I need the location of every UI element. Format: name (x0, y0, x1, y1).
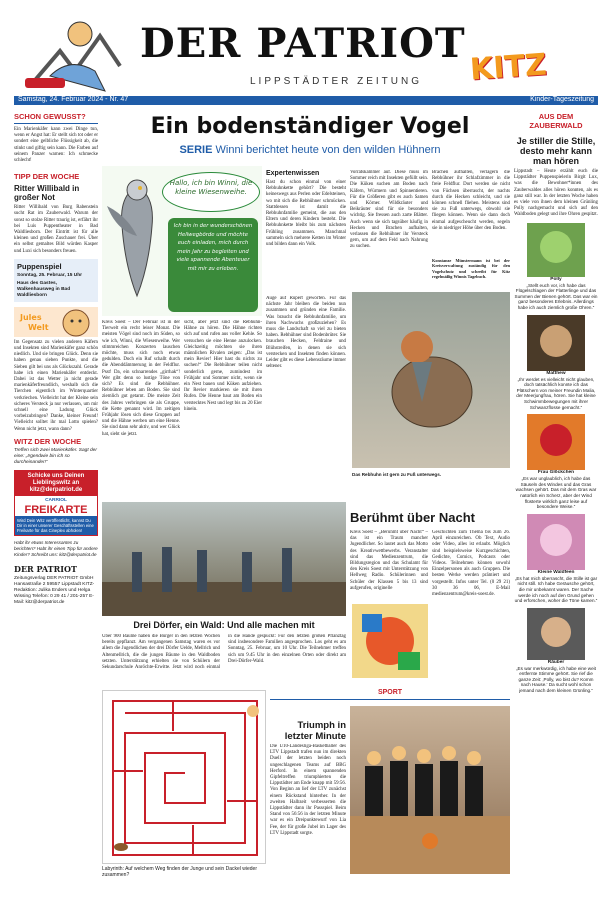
tip-heading: TIPP DER WOCHE (14, 172, 80, 182)
body-col3: Auge auf Rupert geworfen. Für das nächste Jahr bleiben die beiden nun zusammen und gründen eine Familie. Was braucht die Rebhuhnfamilie, um ihren Nachwuchs großzuziehen? Es muss die Landschaft so viel zu bieten haben. Rebhühner sind Bodenbrüter. Sie brauchen Hecken, Feldraine und Blühstreifen, in denen sie sich verstecken und Insekten finden können. Leider gibt es diese Lebensräume immer seltener. (266, 296, 346, 370)
bell-puppet-icon (527, 414, 585, 470)
did-you-know-heading: SCHON GEWUSST? (14, 112, 86, 121)
puppet-place: Haus des Gastes, Walkenhausweg in Bad Waldliesborn (17, 280, 71, 298)
joke-text: Treffen sich zwei Marienkäfer. Sagt der eine: „Irgendwie bin ich so durcheinander!“ (14, 447, 97, 465)
masthead-title: DER PATRIOT (140, 20, 466, 67)
expert-text: Hast du schon einmal von einer Rebhuhnkette gehört? Die besteht keineswegs aus Perlen oder Edelsteinen, wo mit sich die Rebhühner schmücken. Stattdessen ist damit die Rebhuhnfamilie gemeint, die aus den Eltern und deren Kindern besteht. Die Rebhuhnkette bleibt bis zum nächsten Frühling zusammen. Manchmal sammeln sich mehrere Ketten im Winter und bilden dann ein Volk. (266, 180, 346, 248)
winni-illustration (102, 166, 262, 316)
author-note: Konstanze Münstermann ist bei der Kreisverwaltung zuständig für den Vogelschutz und schreibt für Kitz regelmäßig Winnis Tagebuch. (432, 258, 510, 280)
joke-heading: WITZ DER WOCHE (14, 436, 82, 446)
forest-text: Über 900 Bäume haben die Bürger in den letzten Wochen bereits gepflanzt. Am vergangenen Samstag waren es vor allem die Jugendlichen der drei Dörfer Uelde, Mellrich und Altenmellrich, die die jungen Bäume in den Waldboden setzten. Unterstützung erhielten sie von Schülern der Sekundarschule Anröchte-Erwitte. Jetzt wird noch einmal in die Hände gespuckt: Für den letzten großen Pflanztag sind insbesondere Familien angesprochen. Los geht es am Sonntag, 25. Februar, um 10 Uhr. Die Teilnehmer treffen sich um 9.45 Uhr in den einzelnen Orten oder direkt am Drei-Dörfer-Wald. (102, 634, 346, 671)
masthead (0, 0, 612, 108)
maze-caption: Labyrinth: Auf welchem Weg finden der Junge und sein Dackel wieder zusammen? (102, 866, 257, 878)
matthew-photo (527, 315, 585, 371)
rauber-quote: „Es war merkwürdig, ich habe eine weit entfernte Stimme gehört. Sie rief die ganze Zeit: ‚Polly, wo bist du? Komm nach Hause.‘ Da sucht wohl schon jemand nach dem kleinen Grünling.“ (516, 665, 596, 694)
forest-photo (102, 502, 346, 616)
free-ticket-card (14, 470, 98, 536)
jules-text: Im Gegensatz zu vielen anderen Käfern und Insekten sind Marienkäfer ganz schön niedlich. Und sie bringen Glück. Denn sie haben genau sieben Punkte, und die Sieben gilt bei uns als Glückszahl. Gerade habe ich einen Marienkäfer entdeckt. Dabei ist das Wetter ja nicht gerade marienkäferfreundlich, weshalb sich die Tierchen eigentlich im Winterquartier verkriechen. Vielleicht hat der Kleine sein sicheres Versteck ja nur verlassen, um mir schnell eine Ladung Glück vorbeizubringen? Danke, kleiner Freund! Vielleicht solltet ihr mal Lotto spielen? Wenn nicht jetzt, wann dann? (14, 339, 98, 432)
free-ticket-foot: Wird Dein Witz veröffentlicht, kannst Du Dir in einer unserer Geschäftsstellen eine Freikarte für das Cineplex abholen! (15, 516, 97, 535)
rauber-name: Räuber (547, 659, 565, 665)
bubble-text: Hallo, ich bin Winni, die kleine Wiesenweihe. (169, 179, 253, 196)
sport-text: Die U10-Landesliga-Basketballer des LTV Lippstadt trafen nun im direkten Duell der letzten beiden noch ungeschlagenen Teams auf BBG Herford. In einem spannenden Gipfeltreffen triumphierten die Lippstädter am Ende knapp mit 59:56. Von Beginn an lief der LTV zunächst einem Rückstand hinterher. In der zweiten Halbzeit verbesserten die Lippstädter dann ihr Passspiel. Beim Stand von 56:56 in der letzten Minute war es ein Dreipunktewurf von Lia Fee, der für große Jubel im Lager des LTV Lippstadt sorgte. (270, 744, 346, 836)
issue-date: Samstag, 24. Februar 2024 - Nr. 47 (18, 96, 129, 103)
matthew-name: Matthew (546, 370, 566, 376)
main-headline: Ein bodenständiger Vogel (150, 114, 470, 139)
maze-icon (103, 691, 266, 864)
frau-photo (527, 414, 585, 470)
free-ticket-title: FREIKARTE (24, 503, 88, 516)
sport-title: Triumph in letzter Minute (284, 720, 346, 742)
night-heading: Berühmt über Nacht (350, 510, 475, 525)
basketball-team-photo (350, 706, 510, 874)
night-text1: Kreis Soest – „Berühmt über Nacht“ – das ist ein Traum mancher Jugendlicher. So lautet auch das Motto des Kreativwettbewerbs. Veranstalter sind das Medienzentrum, die Bildungsregion und das Schulamt für den Kreis Soest mit Unterstützung von Hellweg Radio. Schülerinnen und Schüler der Klassen 5 bis 13 sind aufgerufen, originelle (350, 530, 428, 591)
exp-box (266, 170, 346, 248)
body-col1: Kreis Soest – Der Februar ist in der Tierwelt ein recht leiser Monat. Die meisten Vögel sind noch im Süden, so wie ich, Winni, die Wiesenweihe. Wer stimmreichen Konzerten lauschen möchte, muss sich noch etwas gedulden. Doch ein Ruf schallt durch die Abenddämmerung in der Feldflur. Psst! Da, ein schnarrendes „girrhak“! Wer gibt denn so lustige Töne von sich? Es sind die Rebhühner. Rebhühner leben am Boden. Sie sind ziemlich gut getarnt. Die meiste Zeit des Jahres verbringen sie als Gruppe, die Kette genannt wird. Im zeitigen Frühjahr lösen sich diese Gruppen auf und die Hähne werben um eine Henne. Sie sind dann sehr aktiv, und wer Glück hat, sieht sie jetzt. (102, 320, 180, 437)
body-col5: Brachen aufhalten, verlagern die Rebhühner ihr Schlafzimmer in die freie Feldflur. Dort werden sie nicht von Füchsen überrascht, der nachts durch die Hecken schleicht, und sie können schnell fliehen. Meistens sind sie zu Fuß unterwegs, obwohl sie fliegen können. Wenn sie dann doch einmal aufgescheucht werden, segeln sie in niedriger Höhe über den Boden. (432, 170, 510, 231)
right-heading: AUS DEM ZAUBERWALD (529, 112, 583, 130)
polly-quote: „Stellt euch vor, ich habe das Flügelschlagen der Flatterlinge und das Summen der Bienen gehört. Das war ein ganz besonderes Erlebnis. Allerdings habe ich auch ziemlich große Ohren.“ (514, 282, 598, 310)
jules-label: Jules (20, 312, 42, 322)
puppet-heading: Puppenspiel (17, 261, 62, 271)
right-column (514, 112, 598, 694)
kitz-logo: KITZ (468, 47, 548, 88)
people-in-forest-icon (102, 502, 346, 616)
masthead-subtitle: LIPPSTÄDTER ZEITUNG (250, 76, 423, 87)
waldfee-name: Kleine Waldfeen (537, 569, 575, 575)
imprint-logo: DER PATRIOT (14, 563, 77, 574)
jules-avatar-icon (62, 309, 90, 337)
series-sub: Winni berichtet heute von den wilden Hühnern (215, 144, 441, 156)
series-kicker: SERIE (179, 144, 213, 156)
team-icon (350, 706, 510, 874)
intro-text: Ich bin in der wunderschönen Hellwegbörde und möchte euch einladen, mich durch mein Jahr zu begleiten und viele spannende Abenteuer mit mir zu erleben. (173, 223, 253, 272)
free-ticket-brand: CARRIOL (45, 497, 67, 503)
robber-puppet-icon (527, 608, 585, 660)
body-col4: Vorratskammer auf. Diese muss im Sommer reich mit Insekten gefüllt sein. Die Küken suchen am Boden nach Käfern, Würmern und Spinnentieren. Für die Größeren gibt es auch Samen und Körner. Wildkräuter und Beikräuter sind für sie besonders wichtig. Sie fressen auch zarte Blätter. Auch wenn sie sich tagsüber häufig in Hecken und Brachen aufhalten, verlassen die Rebhühner ihr Versteck gern, um auf dem Feld nach Nahrung zu suchen. (350, 170, 428, 250)
night-picture (352, 604, 428, 678)
partridge-photo (352, 292, 510, 468)
expert-heading: Expertenwissen (266, 170, 320, 177)
partridge-caption: Das Rebhuhn ist gern zu Fuß unterwegs. (352, 472, 442, 477)
contact-note: Habt ihr etwas Interessantes zu berichten? Habt ihr einen Tipp für andere Kinder? Schreibt uns: kitz@derpatriot.de (14, 539, 98, 557)
polly-name: Polly (550, 276, 562, 282)
intro-box (168, 218, 258, 312)
right-text: Lippstadt – Heute erzählt euch die Lippstädter Puppenspielerin Birgit Lux, was die Bewohner*innen des Zauberwaldes alles hören konnten, als es ganz still war. In der letzten Woche haben es viele von ihnen dem kleinen Grünling Polly nachgemacht und sich auf den Waldboden gelegt und ihre Ohren gespitzt. (514, 169, 598, 218)
fairy-puppet-icon (527, 514, 585, 570)
colorful-art-icon (352, 604, 428, 678)
maze-puzzle (102, 690, 266, 864)
polly-puppet-icon (527, 223, 585, 277)
waldfee-quote: „Es hat mich überrascht, die Stille ist gar nicht still. Ich habe Geräusche gehört, die mir unbekannt waren. Der Sache werde ich noch auf den Grund gehen und erforschen, woher die Töne kamen.“ (514, 575, 598, 604)
tip-title: Ritter Willibald in großer Not (14, 184, 80, 203)
tip-text: Ritter Willibald von Burg Rabenstein sucht Rat im Zauberwald. Warum der sonst so stolze Ritter traurig ist, erfährt ihr bei Luis Puppentheater in Bad Waldliesborn. Der Eintritt ist für alle kleinen und großen Zuschauer frei. Über ein selbst gemaltes Bild würden Kasper und Luxi sich besonders freuen. (14, 205, 98, 254)
sport-heading: SPORT (377, 689, 403, 696)
body-col2: sicht, aber jetzt sind die Rebhuhn-Hähne zu hören. Die Hähne richten sich auf und rufen aus voller Kehle. So versuchen sie eine Henne anzulocken. Gleichzeitig möchten sie ihren männlichen Rivalen zeigen: „Das ist mein Revier! Hier hast du nichts zu suchen!“ Die Rebhühner teilen nicht sonderlich gerne, zumindest im Frühjahr und Sommer nicht, wenn sie ein Nest bauen und Küken aufziehen. Ihr Revier markieren sie mit ihren Rufen. Die Henne baut am Boden ein verstecktes Nest und legt bis zu 20 Eier hinein. (184, 320, 262, 412)
did-you-know-text: Ein Marienkäfer kann zwei Dinge tun, wenn er Angst hat: Er stellt sich tot oder er sondert eine gelbliche Flüssigkeit ab, die stinkt und giftig sein kann. Die Farben auf seinem Panzer warnen: Ich schmecke schlecht! (14, 127, 98, 164)
puppet-box (14, 259, 98, 302)
puppet-date: Sonntag, 25. Februar, 15 Uhr (17, 272, 83, 278)
polly-photo (527, 223, 585, 277)
jules-welt-box (14, 307, 98, 337)
main-subheadline (150, 144, 470, 156)
partridge-icon (372, 302, 492, 452)
matthew-puppet-icon (527, 315, 585, 371)
jules-welt-label: Welt (28, 322, 49, 332)
free-ticket-heading: Schicke uns Deinen Lieblingswitz an kitz@derpatriot.de (15, 471, 97, 496)
imprint-text: Zeitungsverlag DER PATRIOT GmbH Hansastraße 2 59557 Lippstadt KITZ-Redaktion: Julika Enders und Helga Wissing Telefon: 0 29 41 / 201-257 E-Mail: kitz@derpatriot.de (14, 575, 95, 605)
waldfee-photo (527, 514, 585, 570)
speech-bubble (162, 172, 260, 212)
night-text2: Geschichten zum Thema bis zum 26. April einzureichen. Ob Text, Audio oder Video, alles ist erlaubt. Möglich sind beispielsweise Kurzgeschichten, Gedichte, Comics, Podcasts oder Videos. Teilnehmen können sowohl Einzelpersonen als auch Gruppen. Die besten Werke werden prämiert und vorgestellt. Infos unter Tel. (0 29 21) 30 36 06, E-Mail medienzentrum@kreis-soest.de. (432, 530, 510, 598)
frau-name: Frau Glöckchen (537, 470, 575, 476)
issue-section: Kinder-Tageszeitung (530, 96, 594, 103)
frau-quote: „Es war unglaublich, ich habe das Säuseln des Windes und das Gras wachsen gehört. Das mit dem Gras war natürlich ein Scherz, aber der Wind flüsterte wirklich ganz leise auf besondere Weise.“ (515, 476, 597, 510)
right-title: Je stiller die Stille, desto mehr kann man hören (516, 136, 596, 166)
rauber-photo (527, 608, 585, 660)
forest-caption: Drei Dörfer, ein Wald: Und alle machen mit (133, 620, 315, 630)
matthew-quote: „Ihr werdet es vielleicht nicht glauben, doch tatsächlich konnte ich das Plätschern von meiner Freundin Malia, der Meerjungfrau, hören. Sie hat kleine Schwimmbewegungen mit ihrer Schwanzflosse gemacht.“ (516, 376, 596, 410)
mascot-kid-icon (20, 16, 130, 96)
left-column (14, 112, 98, 606)
